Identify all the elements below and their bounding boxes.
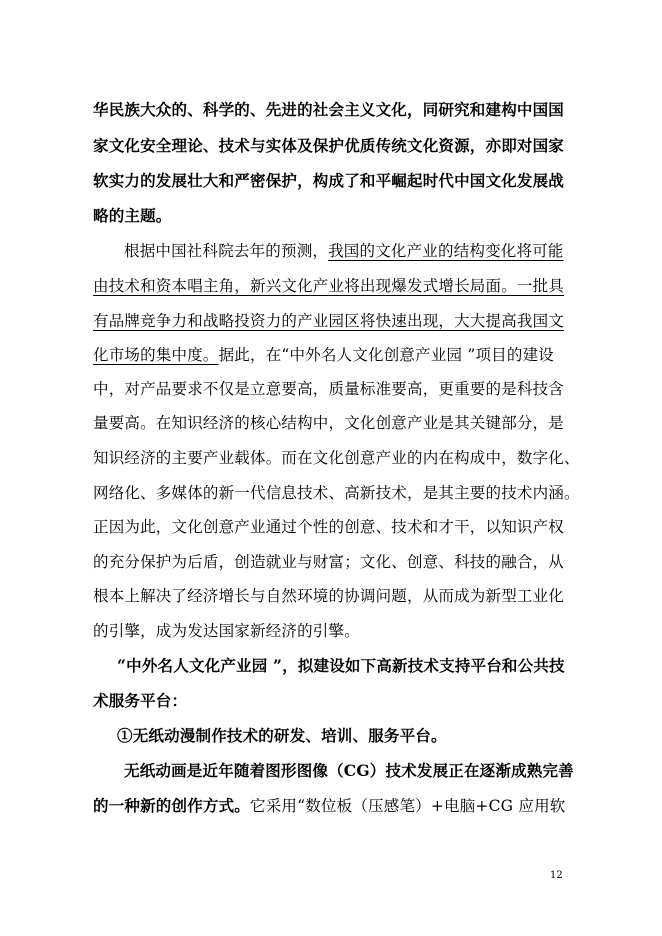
section-heading: ①无纸动漫制作技术的研发、培训、服务平台。 — [117, 726, 447, 745]
page-number: 12 — [550, 870, 563, 881]
text-run: 据此，在“中外名人文化创意产业园 ”项目的建设 — [218, 346, 554, 364]
paragraph-line: “中外名人文化产业园 ”，拟建设如下高新技术支持平台和公共技 — [117, 656, 565, 675]
underlined-text: 由技术和资本唱主角，新兴文化产业将出现爆发式增长局面。一批具 — [93, 277, 565, 295]
paragraph-line: 根本上解决了经济增长与自然环境的协调问题，从而成为新型工业化 — [93, 587, 565, 605]
text-run: 它采用“数位板（压感笔）+电脑+CG 应用软 — [250, 797, 566, 815]
paragraph-line: 量要高。在知识经济的核心结构中，文化创意产业是其关键部分，是 — [93, 414, 565, 432]
paragraph-line: 的充分保护为后盾，创造就业与财富；文化、创意、科技的融合，从 — [93, 553, 565, 571]
paragraph-line — [93, 346, 554, 364]
paragraph-line: 无纸动画是近年随着图形图像（CG）技术发展正在逐渐成熟完善 — [124, 761, 574, 780]
underlined-text: 化市场的集中度。 — [93, 346, 219, 364]
text-run: 根据中国社科院去年的预测， — [124, 242, 329, 260]
paragraph-line — [93, 312, 564, 330]
paragraph-line: 网络化、多媒体的新一代信息技术、高新技术，是其主要的技术内涵。 — [93, 484, 580, 502]
paragraph-line: 软实力的发展壮大和严密保护，构成了和平崛起时代中国文化发展战 — [93, 171, 565, 190]
paragraph-line: 术服务平台： — [93, 691, 188, 710]
underlined-text: 我国的文化产业的结构变化将可能 — [328, 242, 564, 260]
paragraph-line — [124, 242, 564, 260]
text-run: 的一种新的创作方式。 — [93, 796, 251, 815]
paragraph-line: 的引擎，成为发达国家新经济的引擎。 — [93, 622, 360, 640]
paragraph-line: 略的主题。 — [93, 206, 172, 225]
paragraph-line: 华民族大众的、科学的、先进的社会主义文化，同研究和建构中国国 — [93, 100, 565, 119]
paragraph-line: 中，对产品要求不仅是立意要高，质量标准要高，更重要的是科技含 — [93, 380, 565, 398]
underlined-text: 有品牌竞争力和战略投资力的产业园区将快速出现，大大提高我国文 — [93, 312, 565, 330]
paragraph-line: 知识经济的主要产业载体。而在文化创意产业的内在构成中，数字化、 — [93, 449, 580, 467]
paragraph-line — [93, 797, 565, 815]
paragraph-line: 家文化安全理论、技术与实体及保护优质传统文化资源，亦即对国家 — [93, 136, 565, 155]
paragraph-line: 正因为此，文化创意产业通过个性的创意、技术和才干，以知识产权 — [93, 518, 565, 536]
paragraph-line — [93, 277, 564, 295]
